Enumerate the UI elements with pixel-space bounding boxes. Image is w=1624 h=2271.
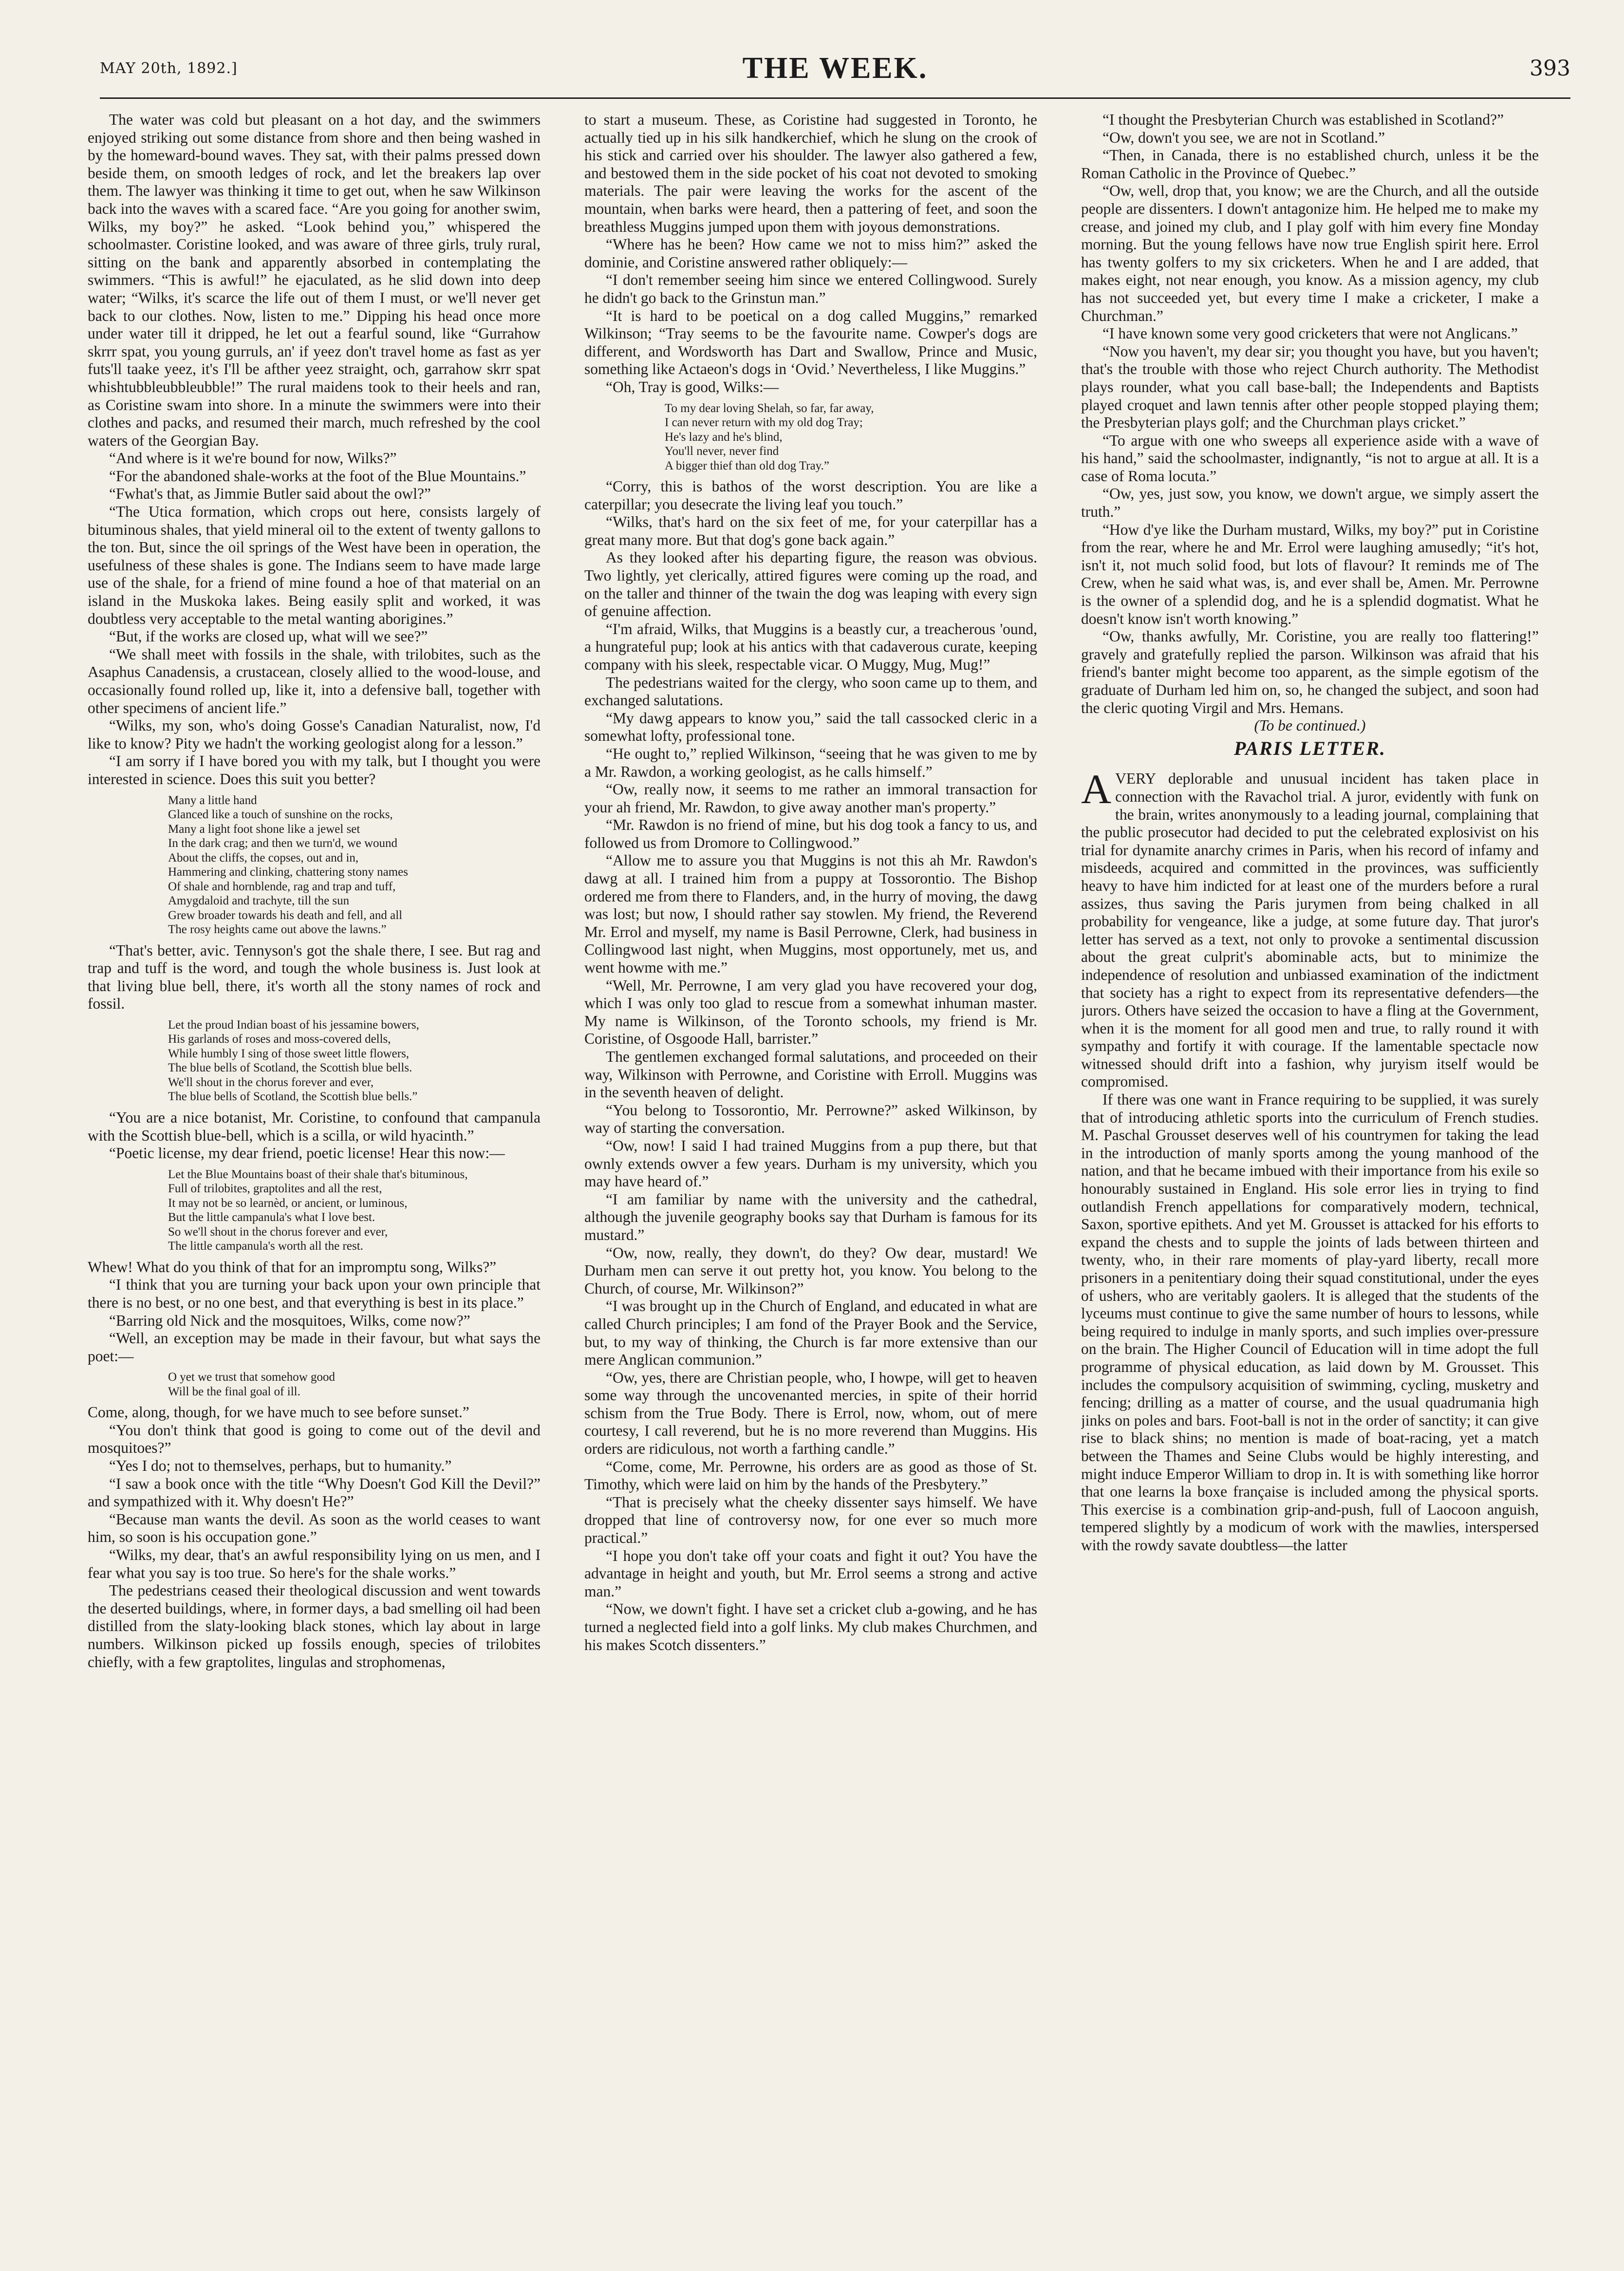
paragraph: “You don't think that good is going to come out of the devil and mosquitoes?” [88,1421,541,1457]
column-2 [584,111,1037,2259]
paragraph: “I was brought up in the Church of England, and educated in what are called Church principles; I am fond of the Prayer Book and the Service, but, to my way of thinking, the Church is far more extensive than our mere Anglican communion.” [584,1297,1037,1369]
paragraph: “Corry, this is bathos of the worst description. You are like a caterpillar; you desecrate the living leaf you touch.” [584,478,1037,513]
verse-quote [665,401,1037,473]
issue-date: MAY 20th, 1892.] [100,60,238,77]
paragraph: “We shall meet with fossils in the shale, with trilobites, such as the Asaphus Canadensis, a crustacean, closely allied to the wood-louse, and occasionally found rolled up, like it, into a defensive ball, together with other specimens of ancient life.” [88,645,541,716]
verse-line: The rosy heights came out above the lawns.” [168,923,387,937]
paragraph: “It is hard to be poetical on a dog called Muggins,” remarked Wilkinson; “Tray seems to be the favourite name. Cowper's dogs are different, and Wordsworth has Dart and Swallow, Prince and Music, something like Actaeon's dogs in ‘Ovid.’ Nevertheless, I like Muggins.” [584,307,1037,378]
verse-quote [168,1167,541,1254]
paragraph: “Ow, yes, just sow, you know, we down't argue, we simply assert the truth.” [1081,485,1539,521]
header-rule [100,97,1570,99]
paragraph: “How d'ye like the Durham mustard, Wilks, my boy?” put in Coristine from the rear, where he and Mr. Errol were laughing amusedly; “it's hot, isn't it, not much solid food, but lots of flavour? It reminds me of The Crew, when he said what was, is, and ever shall be, Amen. Mr. Perrowne is the owner of a splendid dog, and he is a splendid dogmatist. What he doesn't know isn't worth knowing.” [1081,521,1539,627]
paragraph: “Barring old Nick and the mosquitoes, Wilks, come now?” [109,1312,470,1329]
verse-line: Full of trilobites, graptolites and all the rest, [168,1182,382,1196]
verse-line: Glanced like a touch of sunshine on the rocks, [168,808,393,822]
paragraph: “Then, in Canada, there is no established church, unless it be the Roman Catholic in the Province of Quebec.” [1081,147,1539,182]
paragraph: “Wilks, that's hard on the six feet of me, for your caterpillar has a great many more. But that dog's gone back again.” [584,513,1037,548]
paragraph: “Yes I do; not to themselves, perhaps, but to humanity.” [109,1457,452,1475]
paragraph: If there was one want in France requiring to be supplied, it was surely that of introducing athletic sports into the curriculum of French studies. M. Paschal Grousset deserves well of his countrymen for taking the lead in the introduction of manly sports among the young manhood of the nation, and that he became imbued with their importance from his exile so honourably sustained in England. His sole error lies in trying to find outlandish French appellations for comparatively modern, technical, Saxon, sportive epithets. And yet M. Grousset is attacked for his efforts to expand the chests and to supple the joints of lads between thirteen and twenty, who, in their rare moments of play-yard liberty, recall more prisoners in a penitentiary doing their squad constitutional, under the eyes of ushers, who are veritably gaolers. It is alleged that the students of the lyceums must continue to give the same number of hours to lessons, while being required to indulge in manly sports, and such implies over-pressure on the brain. The Higher Council of Education will in time adopt the full programme of physical education, as laid down by M. Grousset. This includes the compulsory acquisition of swimming, cycling, musketry and fencing; drilling as a matter of course, and the usual quadrumania high jinks on poles and bars. Foot-ball is not in the order of sanctity; it can give rise to black shins; no mention is made of boat-racing, yet a match between the Thames and Seine Clubs would be highly interesting, and might induce Emperor William to drop in. It is with something like horror that one learns la boxe française is included among the physical sports. This exercise is a combination grip-and-push, full of Laocoon anguish, tempered slightly by a modicum of work with the mawlies, interspersed with the rowdy savate doubtless—the latter [1081,1091,1539,1554]
paragraph: “That's better, avic. Tennyson's got the shale there, I see. But rag and trap and tuff is the word, and tough the whole business is. Just look at that living blue bell, there, it's worth all the stony names of rock and fossil. [88,941,541,1013]
paragraph: “Ow, well, drop that, you know; we are the Church, and all the outside people are dissenters. I down't antagonize him. He helped me to make my crease, and joined my club, and I play golf with him every fine Monday morning. But the young fellows have now true English spirit here. Errol has twenty golfers to my six cricketers. When he and I are added, that makes eight, not near enough, you know. As a mission agency, my club has not succeeded yet, but every time I make a cricketer, I make a Churchman.” [1081,182,1539,324]
section-title: PARIS LETTER. [1234,737,1386,759]
publication-title: THE WEEK. [742,52,928,85]
verse-quote [168,1018,541,1104]
verse-line: We'll shout in the chorus forever and ever, [168,1075,374,1089]
paragraph: “Well, an exception may be made in their favour, but what says the poet:— [88,1330,541,1365]
paragraph: “I'm afraid, Wilks, that Muggins is a beastly cur, a treacherous 'ound, a hungrateful pup; look at his antics with that cadaverous curate, keeping company with his sleek, respectable vicar. O Muggy, Mug, Mug!” [584,620,1037,673]
verse-line: To my dear loving Shelah, so far, far away, [665,401,874,415]
paragraph: “Mr. Rawdon is no friend of mine, but his dog took a fancy to us, and followed us from Dromore to Collingwood.” [584,816,1037,851]
paragraph-text: VERY deplorable and unusual incident has taken place in connection with the Ravachol trial. A juror, evidently with funk on the brain, writes anonymously to a leading journal, complaining that the public prosecutor had decided to put the celebrated explosivist on his trial for dynamite anarchy crimes in Paris, when his record of infamy and misdeeds, acquired and committed in the provinces, was sufficiently heavy to have him indicted for at least one of the murders before a rural assizes, thus saving the Paris jurymen from being chalked in all probability for vengeance, like a judge, at some future day. That juror's letter has served as a text, not only to provoke a sentimental discussion about the great culprit's abominable acts, but to minimize the independence of resolution and unbiassed examination of the indictment that society has a right to expect from its representative defenders—the jurors. Others have seized the occasion to have a fling at the Government, when it is the moment for all good men and true, to rally round it with sympathy and fortify it with courage. If the lamentable spectacle now witnessed should drift into a fashion, why juryism itself would be compromised. [1081,770,1539,1090]
paragraph: “I am familiar by name with the university and the cathedral, although the juvenile geography books say that Durham is famous for its mustard.” [584,1190,1037,1243]
verse-quote [168,1370,541,1399]
page-number: 393 [1530,56,1570,81]
paragraph: “My dawg appears to know you,” said the tall cassocked cleric in a somewhat lofty, professional tone. [584,709,1037,745]
paragraph: “I thought the Presbyterian Church was established in Scotland?” [1102,111,1504,128]
verse-line: So we'll shout in the chorus forever and ever, [168,1225,388,1239]
verse-line: Hammering and clinking, chattering stony names [168,865,408,879]
paragraph: “Fwhat's that, as Jimmie Butler said about the owl?” [109,485,431,503]
verse-line: The blue bells of Scotland, the Scottish blue bells. [168,1061,412,1075]
verse-quote [168,793,541,937]
paragraph: As they looked after his departing figure, the reason was obvious. Two lightly, yet clerically, attired figures were coming up the road, and on the taller and thinner of the twain the dog was leaping with every sign of genuine affection. [584,549,1037,620]
verse-line: The blue bells of Scotland, the Scottish blue bells.” [168,1090,418,1104]
verse-line: The little campanula's worth all the rest. [168,1239,363,1253]
paragraph: “Ow, now, really, they down't, do they? Ow dear, mustard! We Durham men can serve it out pretty hot, you know. You belong to the Church, of course, Mr. Wilkinson?” [584,1244,1037,1297]
paragraph: The pedestrians waited for the clergy, who soon came up to them, and exchanged salutations. [584,674,1037,709]
paragraph: “Now you haven't, my dear sir; you thought you have, but you haven't; that's the trouble with those who reject Church authority. The Methodist plays rounder, what you call base-ball; the Independents and Baptists played croquet and lawn tennis after other people stopped playing them; the Presbyterian plays golf; and the Churchman plays cricket.” [1081,342,1539,432]
paragraph: “I have known some very good cricketers that were not Anglicans.” [1102,325,1518,342]
paragraph: “That is precisely what the cheeky dissenter says himself. We have dropped that line of controversy now, for one ever so much more practical.” [584,1493,1037,1547]
paragraph: “But, if the works are closed up, what will we see?” [109,628,428,645]
verse-line: Many a little hand [168,793,257,807]
paragraph: “I don't remember seeing him since we entered Collingwood. Surely he didn't go back to the Grinstun man.” [584,271,1037,306]
paragraph: The water was cold but pleasant on a hot day, and the swimmers enjoyed striking out some distance from shore and then being washed in by the homeward-bound waves. They sat, with their palms pressed down beside them, on smooth ledges of rock, and let the breakers lap over them. The lawyer was thinking it time to get out, when he saw Wilkinson back into the waves with a scared face. “Are you going for another swim, Wilks, my boy?” he asked. “Look behind you,” whispered the schoolmaster. Coristine looked, and was aware of three girls, truly rural, sitting on the bank and apparently absorbed in contemplating the swimmers. “This is awful!” he ejaculated, as he slid down into deep water; “Wilks, it's scarce the life out of them I must, or we'll never get back to our clothes. Now, listen to me.” Dipping his head once more under water till it dripped, he let out a fearful sound, like “Gurrahow skrrr spat, you young gurruls, an' if yeez don't travel home as fast as yer futs'll taake yeez, it's I'll be afther yeez straight, och, garrahow skrr spat whishtubbleubbleubble!” The rural maidens took to their heels and ran, as Coristine swam into shore. In a minute the swimmers were into their clothes and packs, and resumed their march, much refreshed by the cool waters of the Georgian Bay. [88,111,541,449]
paragraph: “Wilks, my dear, that's an awful responsibility lying on us men, and I fear what you say is too true. So here's for the shale works.” [88,1546,541,1581]
paragraph: “Ow, down't you see, we are not in Scotland.” [1102,129,1385,146]
paragraph: “Oh, Tray is good, Wilks:— [606,378,779,395]
paragraph: “Allow me to assure you that Muggins is not this ah Mr. Rawdon's dawg at all. I trained him from a puppy at Tossorontio. The Bishop ordered me from there to Flanders, and, in the hurry of moving, the dawg was lost; but now, I should rather say stowlen. My friend, the Reverend Mr. Errol and myself, my name is Basil Perrowne, Clerk, had business in Collingwood last night, when Muggins, most opportunely, met us, and went howme with me.” [584,852,1037,976]
paragraph: “Now, we down't fight. I have set a cricket club a-gowing, and he has turned a neglected field into a golf links. My club makes Churchmen, and his makes Scotch dissenters.” [584,1600,1037,1653]
paragraph: “Well, Mr. Perrowne, I am very glad you have recovered your dog, which I was only too glad to rescue from a somewhat inhuman master. My name is Wilkinson, of the Toronto schools, my friend is Mr. Coristine, of Osgoode Hall, barrister.” [584,976,1037,1048]
masthead [100,51,1570,95]
verse-line: Let the Blue Mountains boast of their shale that's bituminous, [168,1167,468,1181]
paragraph: “Ow, thanks awfully, Mr. Coristine, you are really too flattering!” gravely and gratefully replied the parson. Wilkinson was afraid that his friend's banter might become too apparent, as the simple egotism of the graduate of Durham led him on, so, he changed the subject, and soon had the cleric quoting Virgil and Mrs. Hemans. [1081,628,1539,716]
paragraph: “Come, come, Mr. Perrowne, his orders are as good as those of St. Timothy, which were laid on him by the hands of the Presbytery.” [584,1458,1037,1493]
paragraph: “Because man wants the devil. As soon as the world ceases to want him, so soon is his occupation gone.” [88,1510,541,1546]
verse-line: A bigger thief than old dog Tray.” [665,459,829,472]
verse-line: I can never return with my old dog Tray; [665,416,863,429]
verse-line: Let the proud Indian boast of his jessamine bowers, [168,1018,419,1032]
verse-line: Grew broader towards his death and fell, and all [168,908,403,922]
paragraph: “Ow, now! I said I had trained Muggins from a pup there, but that ownly extends owver a few years. Durham is my university, which you may have heard of.” [584,1137,1037,1190]
paragraph: “I hope you don't take off your coats and fight it out? You have the advantage in height and youth, but Mr. Errol seems a strong and active man.” [584,1547,1037,1600]
verse-line: You'll never, never find [665,445,779,458]
paragraph: The gentlemen exchanged formal salutations, and proceeded on their way, Wilkinson with Perrowne, and Coristine with Erroll. Muggins was in the seventh heaven of delight. [584,1048,1037,1101]
verse-line: While humbly I sing of those sweet little flowers, [168,1047,410,1060]
column-1 [88,111,541,2259]
paragraph: to start a museum. These, as Coristine had suggested in Toronto, he actually tied up in his silk handkerchief, which he slung on the crook of his stick and carried over his shoulder. The lawyer also gathered a few, and bestowed them in the side pocket of his coat not devoted to smoking materials. The pair were leaving the works for the ascent of the mountain, when barks were heard, then a pattering of feet, and soon the breathless Muggins jumped upon them with joyous demonstrations. [584,111,1037,235]
paragraph: “I saw a book once with the title “Why Doesn't God Kill the Devil?” and sympathized with it. Why doesn't He?” [88,1475,541,1510]
paragraph [1081,766,1539,1091]
paragraph: “The Utica formation, which crops out here, consists largely of bituminous shales, that yield mineral oil to the extent of twenty gallons to the ton. But, since the oil springs of the West have been in operation, the usefulness of these shales is gone. The Indians seem to have made large use of the shale, for a friend of mine found a hoe of that material on an island in the Muskoka lakes. Being easily split and worked, it was doubtless very acceptable to the metal wanting aborigines.” [88,503,541,627]
paragraph: “Ow, really now, it seems to me rather an immoral transaction for your ah friend, Mr. Rawdon, to give away another man's property.” [584,781,1037,816]
drop-cap: A [1081,766,1112,813]
verse-line: About the cliffs, the copses, out and in, [168,851,359,864]
continued-note: (To be continued.) [1254,717,1366,734]
paragraph: “To argue with one who sweeps all experience aside with a wave of his hand,” said the schoolmaster, indignantly, “is not to argue at all. It is a case of Roma locuta.” [1081,432,1539,485]
paragraph: “And where is it we're bound for now, Wilks?” [109,450,397,467]
verse-line: Many a light foot shone like a jewel set [168,822,360,836]
verse-line: He's lazy and he's blind, [665,430,783,444]
paragraph: “You are a nice botanist, Mr. Coristine, to confound that campanula with the Scottish blue-bell, which is a scilla, or wild hyacinth.” [88,1108,541,1144]
verse-line: Amygdaloid and trachyte, till the sun [168,894,350,908]
verse-line: It may not be so learnèd, or ancient, or luminous, [168,1196,408,1210]
paragraph: “Where has he been? How came we not to miss him?” asked the dominie, and Coristine answered rather obliquely:— [584,236,1037,271]
column-3 [1081,111,1539,2259]
verse-line: His garlands of roses and moss-covered dells, [168,1032,391,1046]
paragraph: “Poetic license, my dear friend, poetic license! Hear this now:— [109,1145,505,1162]
verse-line: Of shale and hornblende, rag and trap and tuff, [168,880,396,893]
verse-line: Will be the final goal of ill. [168,1385,300,1398]
verse-line: O yet we trust that somehow good [168,1370,336,1384]
paragraph: “He ought to,” replied Wilkinson, “seeing that he was given to me by a Mr. Rawdon, a working geologist, as he calls himself.” [584,745,1037,780]
paragraph: “For the abandoned shale-works at the foot of the Blue Mountains.” [109,467,526,485]
paragraph: “You belong to Tossorontio, Mr. Perrowne?” asked Wilkinson, by way of starting the conversation. [584,1101,1037,1137]
paragraph: “Ow, yes, there are Christian people, who, I howpe, will get to heaven some way through the uncovenanted mercies, in spite of their horrid schism from the True Body. There is Errol, now, whom, out of mere courtesy, I call reverend, but he is no more reverend than Muggins. His orders are ridiculous, not worth a farthing candle.” [584,1369,1037,1458]
paragraph: Whew! What do you think of that for an impromptu song, Wilks?” [88,1258,497,1276]
paragraph: “Wilks, my son, who's doing Gosse's Canadian Naturalist, now, I'd like to know? Pity we hadn't the working geologist along for a lesson.” [88,717,541,752]
paragraph: The pedestrians ceased their theological discussion and went towards the deserted buildings, where, in former days, a bad smelling oil had been distilled from the slaty-looking black stones, which lay about in large numbers. Wilkinson picked up fossils enough, species of trilobites chiefly, with a few graptolites, lingulas and strophomenas, [88,1582,541,1670]
paragraph: “I think that you are turning your back upon your own principle that there is no best, or no one best, and that everything is best in its place.” [88,1276,541,1311]
paragraph: Come, along, though, for we have much to see before sunset.” [88,1404,469,1421]
paragraph: “I am sorry if I have bored you with my talk, but I thought you were interested in science. Does this suit you better? [88,752,541,788]
verse-line: But the little campanula's what I love best. [168,1211,375,1224]
verse-line: In the dark crag; and then we turn'd, we wound [168,837,398,850]
